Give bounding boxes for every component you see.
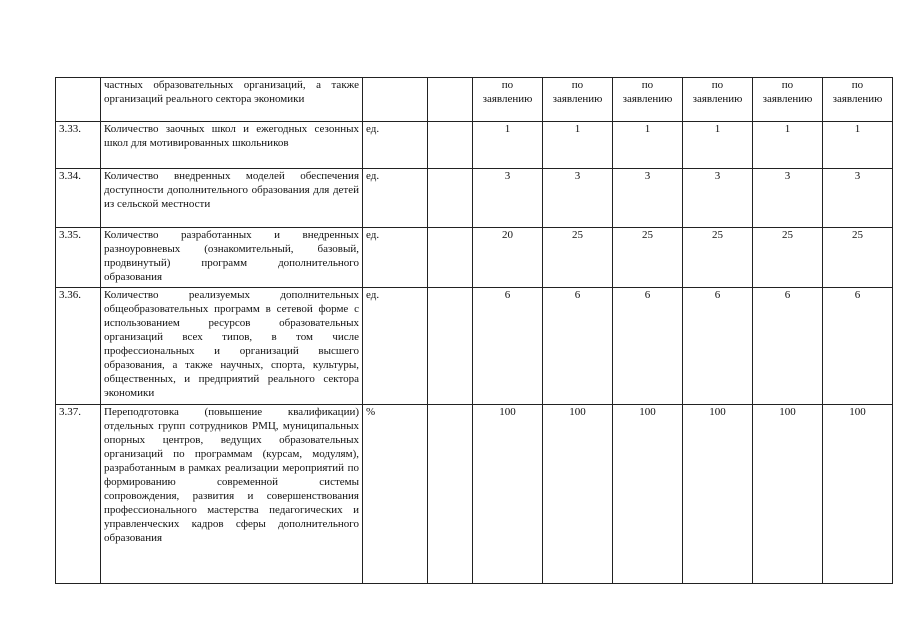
empty-cell bbox=[428, 169, 473, 228]
value-cell: по заявлению bbox=[473, 78, 543, 122]
indicator-description-cell: частных образовательных организаций, а также организаций реального сектора экономики bbox=[101, 78, 363, 122]
indicator-description-cell: Переподготовка (повышение квалификации) отдельных групп сотрудников РМЦ, муниципальных опорных центров, ведущих образовательных организаций по программам (курсам, модулям), разработанным в рамках реализации мероприятий по формированию современной системы сопровождения, развития и совершенствования профессионального мастерства педагогических и управленческих кадров сферы дополнительного образования bbox=[101, 405, 363, 584]
empty-cell bbox=[428, 228, 473, 288]
indicator-description-cell: Количество заочных школ и ежегодных сезонных школ для мотивированных школьников bbox=[101, 122, 363, 169]
value-cell: 1 bbox=[823, 122, 893, 169]
table-row bbox=[56, 78, 893, 122]
value-cell: 25 bbox=[753, 228, 823, 288]
value-cell: 3 bbox=[683, 169, 753, 228]
value-cell: 25 bbox=[613, 228, 683, 288]
indicators-table bbox=[55, 77, 893, 584]
value-cell: 1 bbox=[543, 122, 613, 169]
value-cell: 25 bbox=[543, 228, 613, 288]
row-number-cell: 3.34. bbox=[56, 169, 101, 228]
value-cell: 6 bbox=[753, 288, 823, 405]
unit-cell: % bbox=[363, 405, 428, 584]
value-cell: 6 bbox=[543, 288, 613, 405]
value-cell: по заявлению bbox=[683, 78, 753, 122]
unit-cell: ед. bbox=[363, 169, 428, 228]
value-cell: по заявлению bbox=[753, 78, 823, 122]
value-cell: 100 bbox=[823, 405, 893, 584]
empty-cell bbox=[428, 78, 473, 122]
empty-cell bbox=[428, 405, 473, 584]
value-cell: 3 bbox=[613, 169, 683, 228]
indicator-description-cell: Количество реализуемых дополнительных общеобразовательных программ в сетевой форме с использованием ресурсов образовательных организаций всех типов, в том числе профессиональных и организаций высшего образования, а также научных, спорта, культуры, общественных, и предприятий реального сектора экономики bbox=[101, 288, 363, 405]
table-row bbox=[56, 405, 893, 584]
unit-cell: ед. bbox=[363, 122, 428, 169]
value-cell: 25 bbox=[823, 228, 893, 288]
value-cell: 100 bbox=[683, 405, 753, 584]
table-row bbox=[56, 288, 893, 405]
indicator-description-cell: Количество внедренных моделей обеспечения доступности дополнительного образования для детей из сельской местности bbox=[101, 169, 363, 228]
value-cell: 1 bbox=[613, 122, 683, 169]
row-number-cell: 3.33. bbox=[56, 122, 101, 169]
table-row bbox=[56, 169, 893, 228]
value-cell: 100 bbox=[543, 405, 613, 584]
table-row bbox=[56, 122, 893, 169]
value-cell: 3 bbox=[473, 169, 543, 228]
row-number-cell: 3.35. bbox=[56, 228, 101, 288]
value-cell: 6 bbox=[823, 288, 893, 405]
indicator-description-cell: Количество разработанных и внедренных разноуровневых (ознакомительный, базовый, продвинутый) программ дополнительного образования bbox=[101, 228, 363, 288]
value-cell: 6 bbox=[613, 288, 683, 405]
empty-cell bbox=[428, 122, 473, 169]
value-cell: 6 bbox=[473, 288, 543, 405]
table-row bbox=[56, 228, 893, 288]
value-cell: по заявлению bbox=[613, 78, 683, 122]
unit-cell: ед. bbox=[363, 228, 428, 288]
value-cell: 1 bbox=[683, 122, 753, 169]
value-cell: 1 bbox=[753, 122, 823, 169]
value-cell: 25 bbox=[683, 228, 753, 288]
unit-cell: ед. bbox=[363, 288, 428, 405]
row-number-cell bbox=[56, 78, 101, 122]
row-number-cell: 3.37. bbox=[56, 405, 101, 584]
row-number-cell: 3.36. bbox=[56, 288, 101, 405]
value-cell: 3 bbox=[753, 169, 823, 228]
value-cell: по заявлению bbox=[543, 78, 613, 122]
value-cell: по заявлению bbox=[823, 78, 893, 122]
value-cell: 3 bbox=[543, 169, 613, 228]
unit-cell bbox=[363, 78, 428, 122]
value-cell: 20 bbox=[473, 228, 543, 288]
empty-cell bbox=[428, 288, 473, 405]
value-cell: 100 bbox=[753, 405, 823, 584]
value-cell: 3 bbox=[823, 169, 893, 228]
value-cell: 1 bbox=[473, 122, 543, 169]
value-cell: 100 bbox=[473, 405, 543, 584]
value-cell: 6 bbox=[683, 288, 753, 405]
value-cell: 100 bbox=[613, 405, 683, 584]
